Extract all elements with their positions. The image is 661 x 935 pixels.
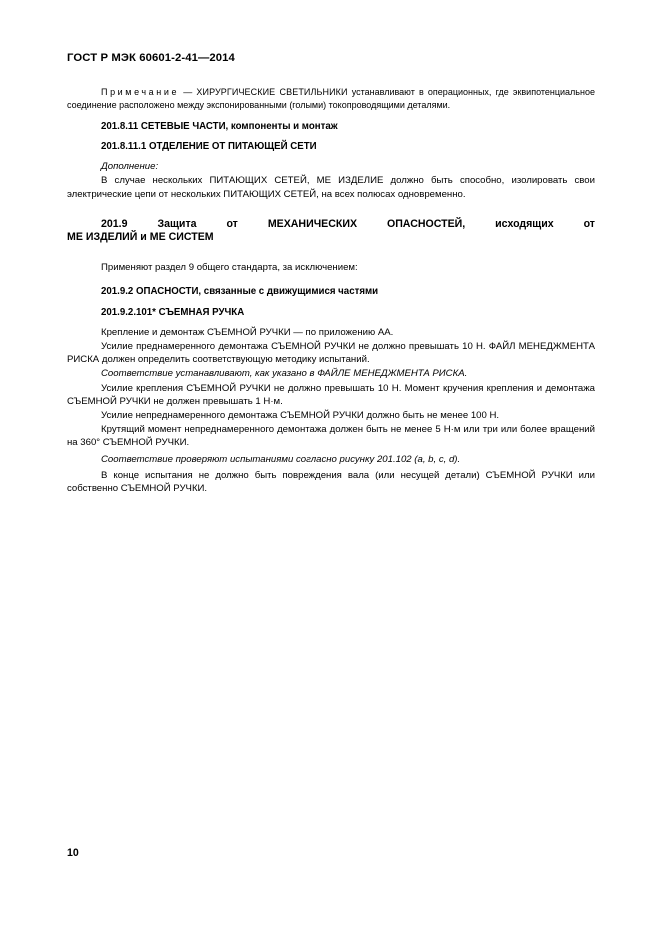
note-paragraph <box>67 86 595 111</box>
paragraph-intentional-dismount-force: Усилие преднамеренного демонтажа СЪЕМНОЙ РУЧКИ не должно превышать 10 Н. ФАЙЛ МЕНЕДЖМЕНТА РИСКА должен определить соответствующую методику испытаний. <box>67 341 595 366</box>
document-body <box>67 86 595 496</box>
paragraph-unintentional-dismount-force: Усилие непреднамеренного демонтажа СЪЕМНОЙ РУЧКИ должно быть не менее 100 Н. <box>101 409 500 421</box>
paragraph-unintentional-torque: Крутящий момент непреднамеренного демонтажа должен быть не менее 5 Н·м или три или более вращений на 360° СЪЕМНОЙ РУЧКИ. <box>67 423 595 448</box>
note-defined-term: ХИРУРГИЧЕСКИЕ СВЕТИЛЬНИКИ <box>196 87 348 97</box>
heading-201-8-11-1: 201.8.11.1 ОТДЕЛЕНИЕ ОТ ПИТАЮЩЕЙ СЕТИ <box>101 141 317 153</box>
paragraph-compliance-risk-file <box>67 367 595 380</box>
heading-201-9-line-1: 201.9 Защита от МЕХАНИЧЕСКИХ ОПАСНОСТЕЙ, исходящих от <box>101 217 595 230</box>
apply-clause-paragraph: Применяют раздел 9 общего стандарта, за исключением: <box>101 261 358 273</box>
addition-paragraph: В случае нескольких ПИТАЮЩИХ СЕТЕЙ, МЕ ИЗДЕЛИЕ должно быть способно, изолировать свои электрические цепи от нескольких ПИТАЮЩИХ СЕТЕЙ, на всех полюсах одновременно. <box>67 175 595 200</box>
compliance-text-risk-file: ФАЙЛЕ МЕНЕДЖМЕНТА РИСКА. <box>317 368 468 380</box>
note-dash: — <box>179 87 197 97</box>
page-number: 10 <box>67 847 79 859</box>
paragraph-end-of-test-damage: В конце испытания не должно быть повреждения вала (или несущей детали) СЪЕМНОЙ РУЧКИ или собственно СЪЕМНОЙ РУЧКИ. <box>67 470 595 495</box>
compliance-text-plain: Соответствие устанавливают, как указано в <box>101 368 318 380</box>
document-header-standard-number: ГОСТ Р МЭК 60601-2-41—2014 <box>67 52 235 64</box>
heading-201-9-2: 201.9.2 ОПАСНОСТИ, связанные с движущимися частями <box>101 285 379 297</box>
paragraph-compliance-figure-reference: Соответствие проверяют испытаниями согласно рисунку 201.102 (a, b, c, d). <box>101 453 461 465</box>
paragraph-mounting-force: Усилие крепления СЪЕМНОЙ РУЧКИ не должно превышать 10 Н. Момент кручения крепления и демонтажа СЪЕМНОЙ РУЧКИ не должен превышать 1 Н·м. <box>67 382 595 407</box>
heading-201-8-11: 201.8.11 СЕТЕВЫЕ ЧАСТИ, компоненты и монтаж <box>101 121 338 133</box>
heading-201-9 <box>67 218 595 245</box>
paragraph-mounting-dismounting: Крепление и демонтаж СЪЕМНОЙ РУЧКИ — по приложению АА. <box>101 327 394 339</box>
note-label: Примечание <box>101 87 180 97</box>
note-body-text: устанавливают в операционных, где эквипотенциальное соединение расположено между экспонированными (голыми) токопроводящими деталями. <box>67 87 595 110</box>
heading-201-9-line-2: МЕ ИЗДЕЛИЙ и МЕ СИСТЕМ <box>67 231 214 244</box>
heading-201-9-2-101: 201.9.2.101* СЪЕМНАЯ РУЧКА <box>101 307 245 319</box>
addition-label: Дополнение: <box>101 161 159 173</box>
